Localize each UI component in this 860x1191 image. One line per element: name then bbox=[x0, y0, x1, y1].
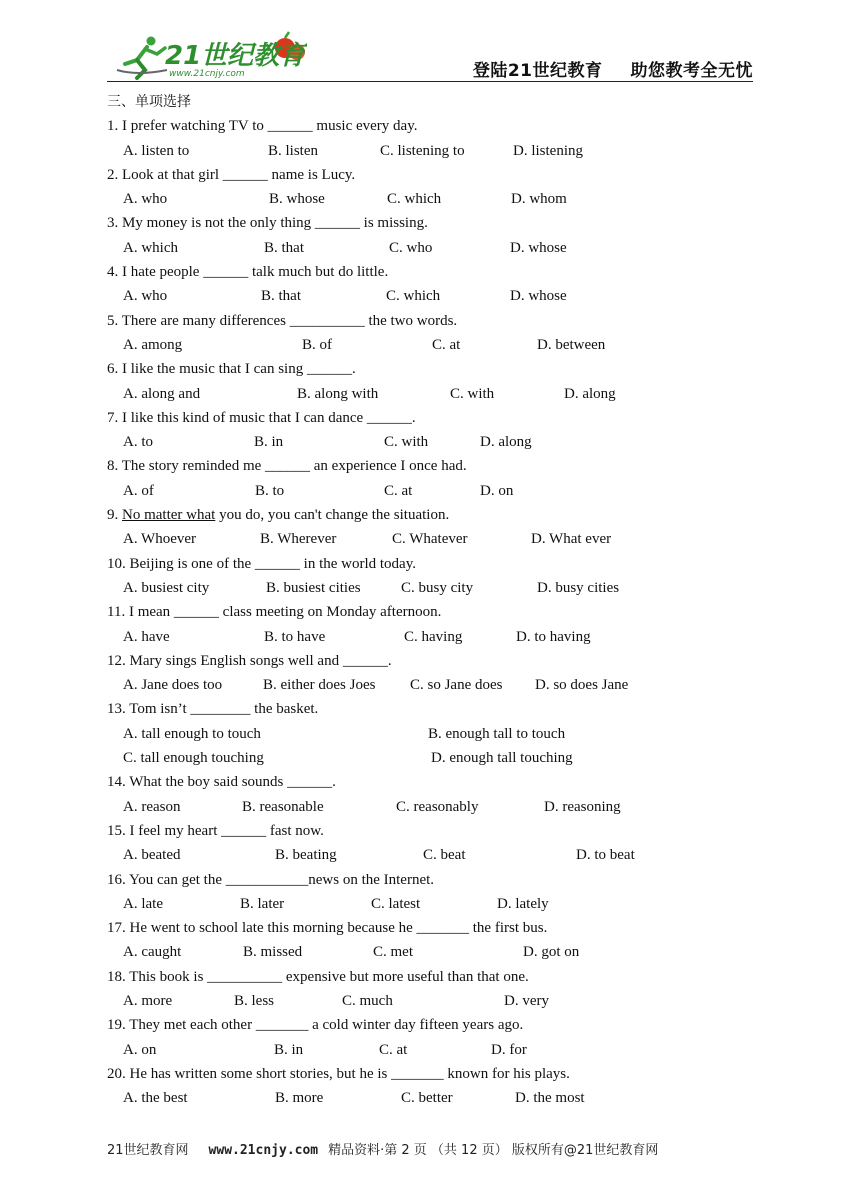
option-20c: C. better bbox=[401, 1090, 453, 1107]
option-1a: A. listen to bbox=[123, 142, 190, 159]
option-2d: D. whom bbox=[511, 191, 567, 208]
option-15b: B. beating bbox=[275, 847, 337, 864]
question-16: 16. You can get the ___________news on the Internet. bbox=[107, 871, 435, 888]
question-14: 14. What the boy said sounds ______. bbox=[107, 774, 336, 791]
option-5b: B. of bbox=[302, 336, 332, 353]
options-17 bbox=[107, 940, 757, 964]
question-3: 3. My money is not the only thing ______ is missing. bbox=[107, 215, 428, 232]
option-12c: C. so Jane does bbox=[410, 677, 503, 694]
option-14d: D. reasoning bbox=[544, 798, 621, 815]
option-12b: B. either does Joes bbox=[263, 677, 376, 694]
question-15: 15. I feel my heart ______ fast now. bbox=[107, 822, 324, 839]
option-7b: B. in bbox=[254, 434, 284, 451]
question-9 bbox=[107, 503, 757, 527]
question-9-rest: you do, you can't change the situation. bbox=[215, 507, 450, 524]
option-17a: A. caught bbox=[123, 944, 182, 961]
question-9-underlined: No matter what bbox=[122, 507, 216, 524]
option-9c: C. Whatever bbox=[392, 531, 468, 548]
options-16 bbox=[107, 892, 757, 916]
options-1 bbox=[107, 139, 757, 163]
logo-url: www.21cnjy.com bbox=[169, 69, 245, 79]
option-6d: D. along bbox=[564, 385, 616, 402]
option-17d: D. got on bbox=[523, 944, 580, 961]
option-6a: A. along and bbox=[123, 385, 201, 402]
options-20 bbox=[107, 1086, 757, 1110]
question-17: 17. He went to school late this morning because he _______ the first bus. bbox=[107, 920, 548, 937]
option-18c: C. much bbox=[342, 992, 393, 1009]
option-8c: C. at bbox=[384, 482, 413, 499]
option-16b: B. later bbox=[240, 895, 285, 912]
option-18d: D. very bbox=[504, 992, 549, 1009]
question-18: 18. This book is __________ expensive but more useful than that one. bbox=[107, 968, 529, 985]
option-10c: C. busy city bbox=[401, 579, 474, 596]
option-18a: A. more bbox=[123, 992, 173, 1009]
option-1c: C. listening to bbox=[380, 142, 465, 159]
option-19a: A. on bbox=[123, 1041, 157, 1058]
page-footer bbox=[107, 1139, 658, 1158]
option-11d: D. to having bbox=[516, 628, 591, 645]
options-2 bbox=[107, 187, 757, 211]
options-5 bbox=[107, 333, 757, 357]
footer-url[interactable]: www.21cnjy.com bbox=[208, 1143, 319, 1158]
options-14 bbox=[107, 795, 757, 819]
header-slogan bbox=[473, 56, 753, 81]
header-divider bbox=[107, 81, 753, 82]
option-9b: B. Wherever bbox=[260, 531, 337, 548]
question-12: 12. Mary sings English songs well and ______. bbox=[107, 652, 392, 669]
options-13-row-1 bbox=[107, 722, 757, 746]
option-11b: B. to have bbox=[264, 628, 326, 645]
question-4: 4. I hate people ______ talk much but do little. bbox=[107, 264, 389, 281]
option-18b: B. less bbox=[234, 992, 275, 1009]
question-13: 13. Tom isn’t ________ the basket. bbox=[107, 701, 319, 718]
question-9-number: 9. bbox=[107, 507, 122, 524]
options-19 bbox=[107, 1038, 757, 1062]
option-5a: A. among bbox=[123, 336, 183, 353]
logo bbox=[107, 30, 307, 80]
option-14b: B. reasonable bbox=[242, 798, 324, 815]
question-2: 2. Look at that girl ______ name is Lucy. bbox=[107, 166, 356, 183]
options-11 bbox=[107, 625, 757, 649]
option-20b: B. more bbox=[275, 1090, 324, 1107]
options-15 bbox=[107, 843, 757, 867]
question-7: 7. I like this kind of music that I can dance ______. bbox=[107, 409, 416, 426]
option-13c: C. tall enough touching bbox=[123, 750, 264, 767]
option-2c: C. which bbox=[387, 191, 442, 208]
option-11c: C. having bbox=[404, 628, 463, 645]
option-20d: D. the most bbox=[515, 1090, 585, 1107]
options-4 bbox=[107, 284, 757, 308]
option-2a: A. who bbox=[123, 191, 168, 208]
option-3c: C. who bbox=[389, 239, 433, 256]
option-12a: A. Jane does too bbox=[123, 677, 223, 694]
option-7d: D. along bbox=[480, 434, 532, 451]
options-13-row-2 bbox=[107, 746, 757, 770]
question-20: 20. He has written some short stories, but he is _______ known for his plays. bbox=[107, 1065, 570, 1082]
question-5: 5. There are many differences __________ the two words. bbox=[107, 312, 458, 329]
option-3a: A. which bbox=[123, 239, 178, 256]
slogan-part-1: 登陆21世纪教育 bbox=[472, 61, 603, 81]
option-1d: D. listening bbox=[513, 142, 583, 159]
option-5c: C. at bbox=[432, 336, 461, 353]
option-16c: C. latest bbox=[371, 895, 421, 912]
option-9d: D. What ever bbox=[531, 531, 612, 548]
options-12 bbox=[107, 673, 757, 697]
question-8: 8. The story reminded me ______ an experience I once had. bbox=[107, 458, 467, 475]
options-6 bbox=[107, 382, 757, 406]
option-7c: C. with bbox=[384, 434, 429, 451]
options-10 bbox=[107, 576, 757, 600]
option-6b: B. along with bbox=[297, 385, 379, 402]
option-17c: C. met bbox=[373, 944, 413, 961]
question-10: 10. Beijing is one of the ______ in the world today. bbox=[107, 555, 416, 572]
option-8a: A. of bbox=[123, 482, 154, 499]
option-4c: C. which bbox=[386, 288, 441, 305]
option-10b: B. busiest cities bbox=[266, 579, 361, 596]
options-9 bbox=[107, 527, 757, 551]
option-19b: B. in bbox=[274, 1041, 304, 1058]
footer-site: 21世纪教育网 bbox=[107, 1143, 189, 1158]
footer-info: 精品资料·第 2 页 （共 12 页） 版权所有@21世纪教育网 bbox=[328, 1143, 659, 1158]
options-3 bbox=[107, 236, 757, 260]
question-list bbox=[107, 90, 757, 1110]
question-11: 11. I mean ______ class meeting on Monday afternoon. bbox=[107, 604, 442, 621]
option-13a: A. tall enough to touch bbox=[123, 725, 261, 742]
question-6: 6. I like the music that I can sing ______. bbox=[107, 361, 356, 378]
option-15a: A. beated bbox=[123, 847, 181, 864]
question-1: 1. I prefer watching TV to ______ music every day. bbox=[107, 118, 418, 135]
options-7 bbox=[107, 430, 757, 454]
option-15d: D. to beat bbox=[576, 847, 635, 864]
option-14c: C. reasonably bbox=[396, 798, 479, 815]
options-8 bbox=[107, 479, 757, 503]
option-19d: D. for bbox=[491, 1041, 527, 1058]
option-2b: B. whose bbox=[269, 191, 325, 208]
runner-icon bbox=[117, 37, 167, 79]
option-13b: B. enough tall to touch bbox=[428, 725, 566, 742]
option-3d: D. whose bbox=[510, 239, 567, 256]
option-6c: C. with bbox=[450, 385, 495, 402]
option-1b: B. listen bbox=[268, 142, 319, 159]
option-14a: A. reason bbox=[123, 798, 181, 815]
option-9a: A. Whoever bbox=[123, 531, 197, 548]
option-8d: D. on bbox=[480, 482, 514, 499]
option-12d: D. so does Jane bbox=[535, 677, 629, 694]
option-17b: B. missed bbox=[243, 944, 303, 961]
options-18 bbox=[107, 989, 757, 1013]
option-4a: A. who bbox=[123, 288, 168, 305]
option-8b: B. to bbox=[255, 482, 285, 499]
option-19c: C. at bbox=[379, 1041, 408, 1058]
option-5d: D. between bbox=[537, 336, 606, 353]
section-title: 三、单项选择 bbox=[107, 94, 191, 110]
option-20a: A. the best bbox=[123, 1090, 188, 1107]
slogan-part-2: 助您教考全无忧 bbox=[630, 61, 753, 81]
option-4b: B. that bbox=[261, 288, 301, 305]
option-11a: A. have bbox=[123, 628, 170, 645]
option-4d: D. whose bbox=[510, 288, 567, 305]
logo-text: 21世纪教育 bbox=[165, 41, 306, 71]
option-10a: A. busiest city bbox=[123, 579, 210, 596]
option-15c: C. beat bbox=[423, 847, 466, 864]
option-16a: A. late bbox=[123, 895, 163, 912]
option-13d: D. enough tall touching bbox=[431, 750, 573, 767]
option-16d: D. lately bbox=[497, 895, 549, 912]
option-3b: B. that bbox=[264, 239, 304, 256]
option-10d: D. busy cities bbox=[537, 579, 620, 596]
option-7a: A. to bbox=[123, 434, 153, 451]
page-header bbox=[107, 30, 753, 82]
question-19: 19. They met each other _______ a cold winter day fifteen years ago. bbox=[107, 1017, 524, 1034]
